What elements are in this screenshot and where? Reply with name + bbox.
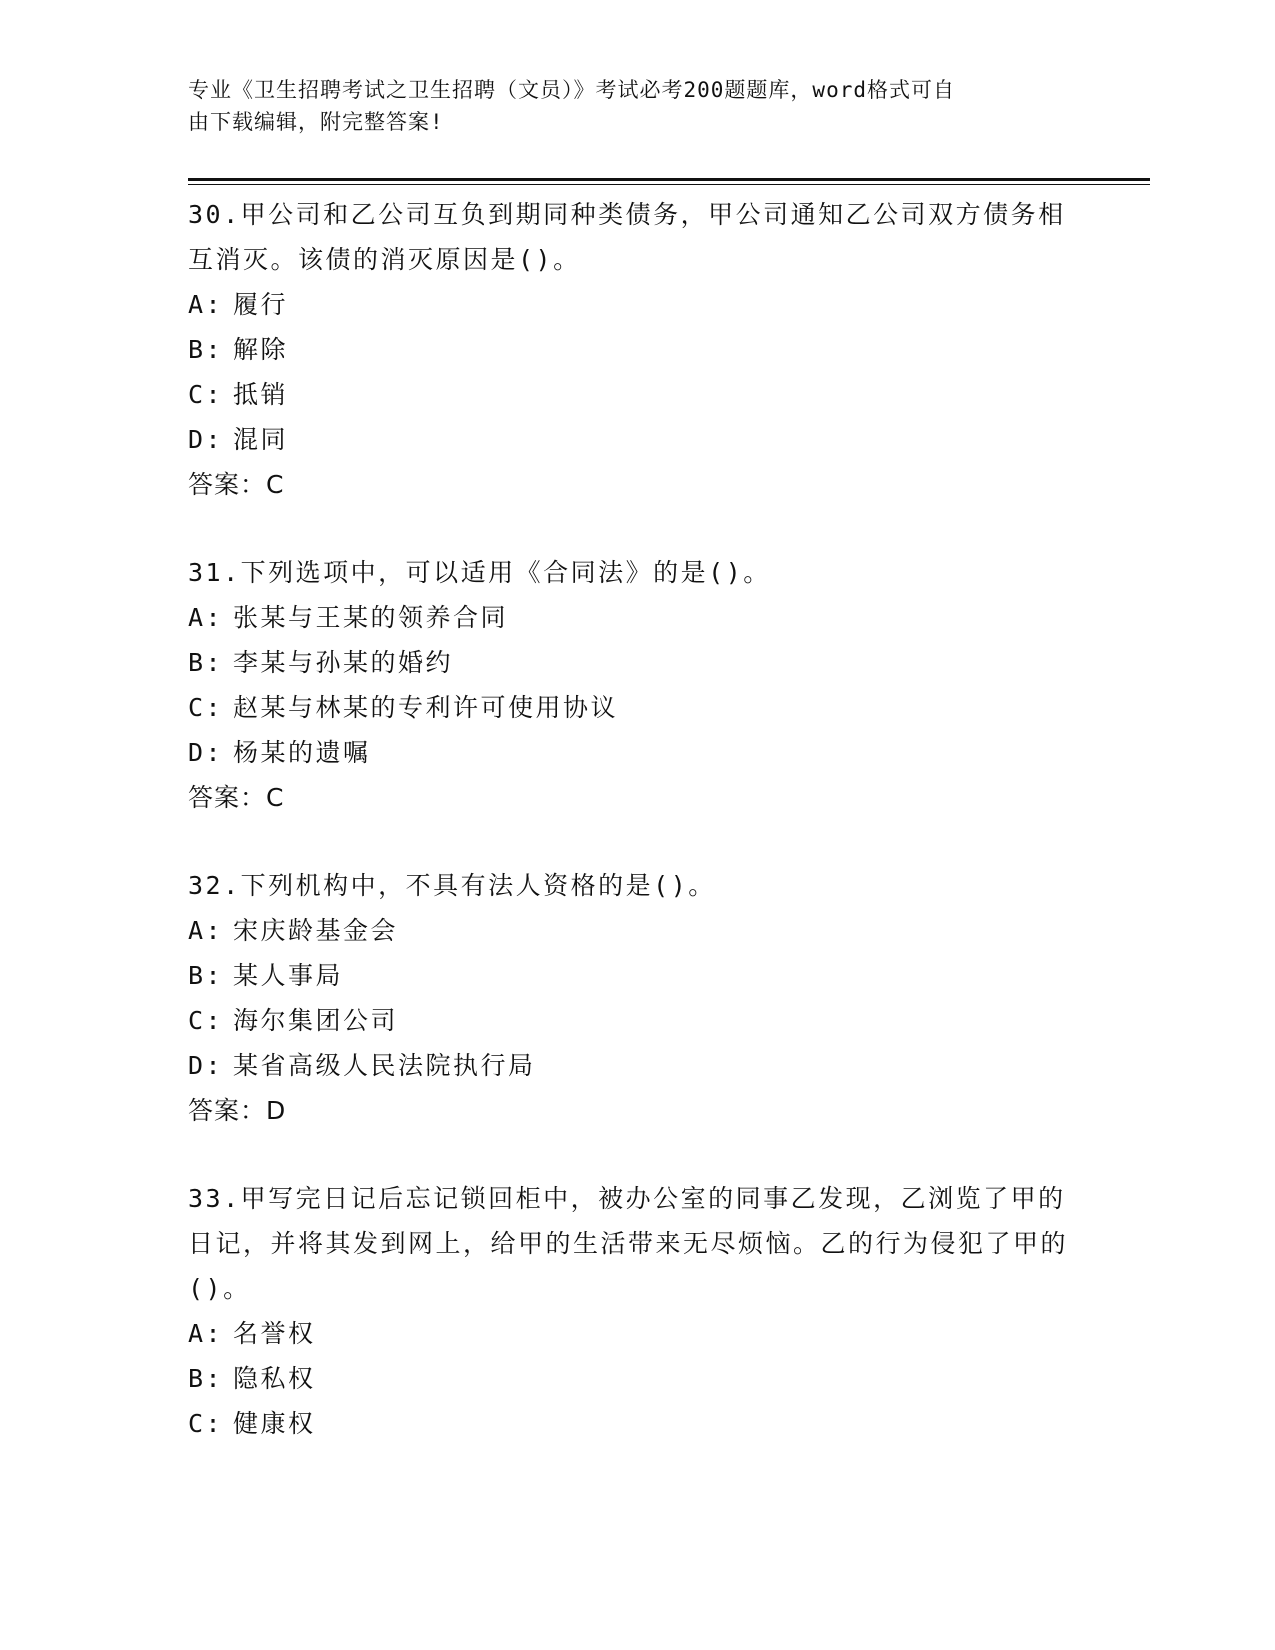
- option-d: [188, 1043, 1088, 1088]
- option-d: [188, 417, 1088, 462]
- question-stem: 33.甲写完日记后忘记锁回柜中，被办公室的同事乙发现，乙浏览了甲的日记，并将其发到网上，给甲的生活带来无尽烦恼。乙的行为侵犯了甲的()。: [188, 1184, 1069, 1303]
- option-text: 某人事局: [233, 961, 344, 990]
- option-a: [188, 1311, 1088, 1356]
- option-d: [188, 730, 1088, 775]
- option-letter: D:: [188, 1051, 224, 1080]
- option-text: 混同: [233, 425, 289, 454]
- option-text: 某省高级人民法院执行局: [233, 1051, 536, 1080]
- question-33: [188, 1176, 1088, 1446]
- question-stem: 30.甲公司和乙公司互负到期同种类债务，甲公司通知乙公司双方债务相互消灭。该债的消灭原因是()。: [188, 200, 1066, 274]
- option-c: [188, 1401, 1088, 1446]
- option-letter: D:: [188, 425, 224, 454]
- option-letter: B:: [188, 1364, 224, 1393]
- question-32: [188, 863, 1088, 1133]
- option-a: [188, 908, 1088, 953]
- option-b: [188, 327, 1088, 372]
- option-b: [188, 640, 1088, 685]
- question-30: [188, 192, 1088, 507]
- question-stem: 31.下列选项中，可以适用《合同法》的是()。: [188, 558, 771, 587]
- option-letter: A:: [188, 916, 224, 945]
- option-b: [188, 1356, 1088, 1401]
- option-letter: A:: [188, 290, 224, 319]
- option-text: 解除: [233, 335, 289, 364]
- header-rule-thin: [188, 184, 1150, 185]
- option-text: 赵某与林某的专利许可使用协议: [233, 693, 619, 722]
- option-a: [188, 282, 1088, 327]
- option-letter: D:: [188, 738, 224, 767]
- option-text: 健康权: [233, 1409, 316, 1438]
- option-text: 抵销: [233, 380, 289, 409]
- question-list: [188, 192, 1088, 1489]
- option-text: 杨某的遗嘱: [233, 738, 371, 767]
- option-letter: A:: [188, 1319, 224, 1348]
- document-header: [188, 74, 1088, 138]
- option-text: 名誉权: [233, 1319, 316, 1348]
- option-letter: C:: [188, 380, 224, 409]
- option-text: 海尔集团公司: [233, 1006, 399, 1035]
- option-text: 履行: [233, 290, 289, 319]
- header-rule-thick: [188, 178, 1150, 181]
- option-letter: A:: [188, 603, 224, 632]
- answer-line: 答案：C: [188, 783, 285, 812]
- option-text: 张某与王某的领养合同: [233, 603, 509, 632]
- option-a: [188, 595, 1088, 640]
- option-c: [188, 998, 1088, 1043]
- option-letter: B:: [188, 648, 224, 677]
- option-letter: C:: [188, 1006, 224, 1035]
- question-31: [188, 550, 1088, 820]
- header-line-2: 由下载编辑，附完整答案!: [188, 110, 444, 134]
- option-letter: C:: [188, 693, 224, 722]
- option-c: [188, 372, 1088, 417]
- option-c: [188, 685, 1088, 730]
- question-stem: 32.下列机构中，不具有法人资格的是()。: [188, 871, 716, 900]
- option-letter: C:: [188, 1409, 224, 1438]
- option-text: 宋庆龄基金会: [233, 916, 399, 945]
- option-letter: B:: [188, 961, 224, 990]
- header-line-1: 专业《卫生招聘考试之卫生招聘（文员）》考试必考200题题库，word格式可自: [188, 78, 955, 102]
- answer-line: 答案：D: [188, 1096, 287, 1125]
- option-b: [188, 953, 1088, 998]
- option-letter: B:: [188, 335, 224, 364]
- answer-line: 答案：C: [188, 470, 285, 499]
- option-text: 隐私权: [233, 1364, 316, 1393]
- option-text: 李某与孙某的婚约: [233, 648, 454, 677]
